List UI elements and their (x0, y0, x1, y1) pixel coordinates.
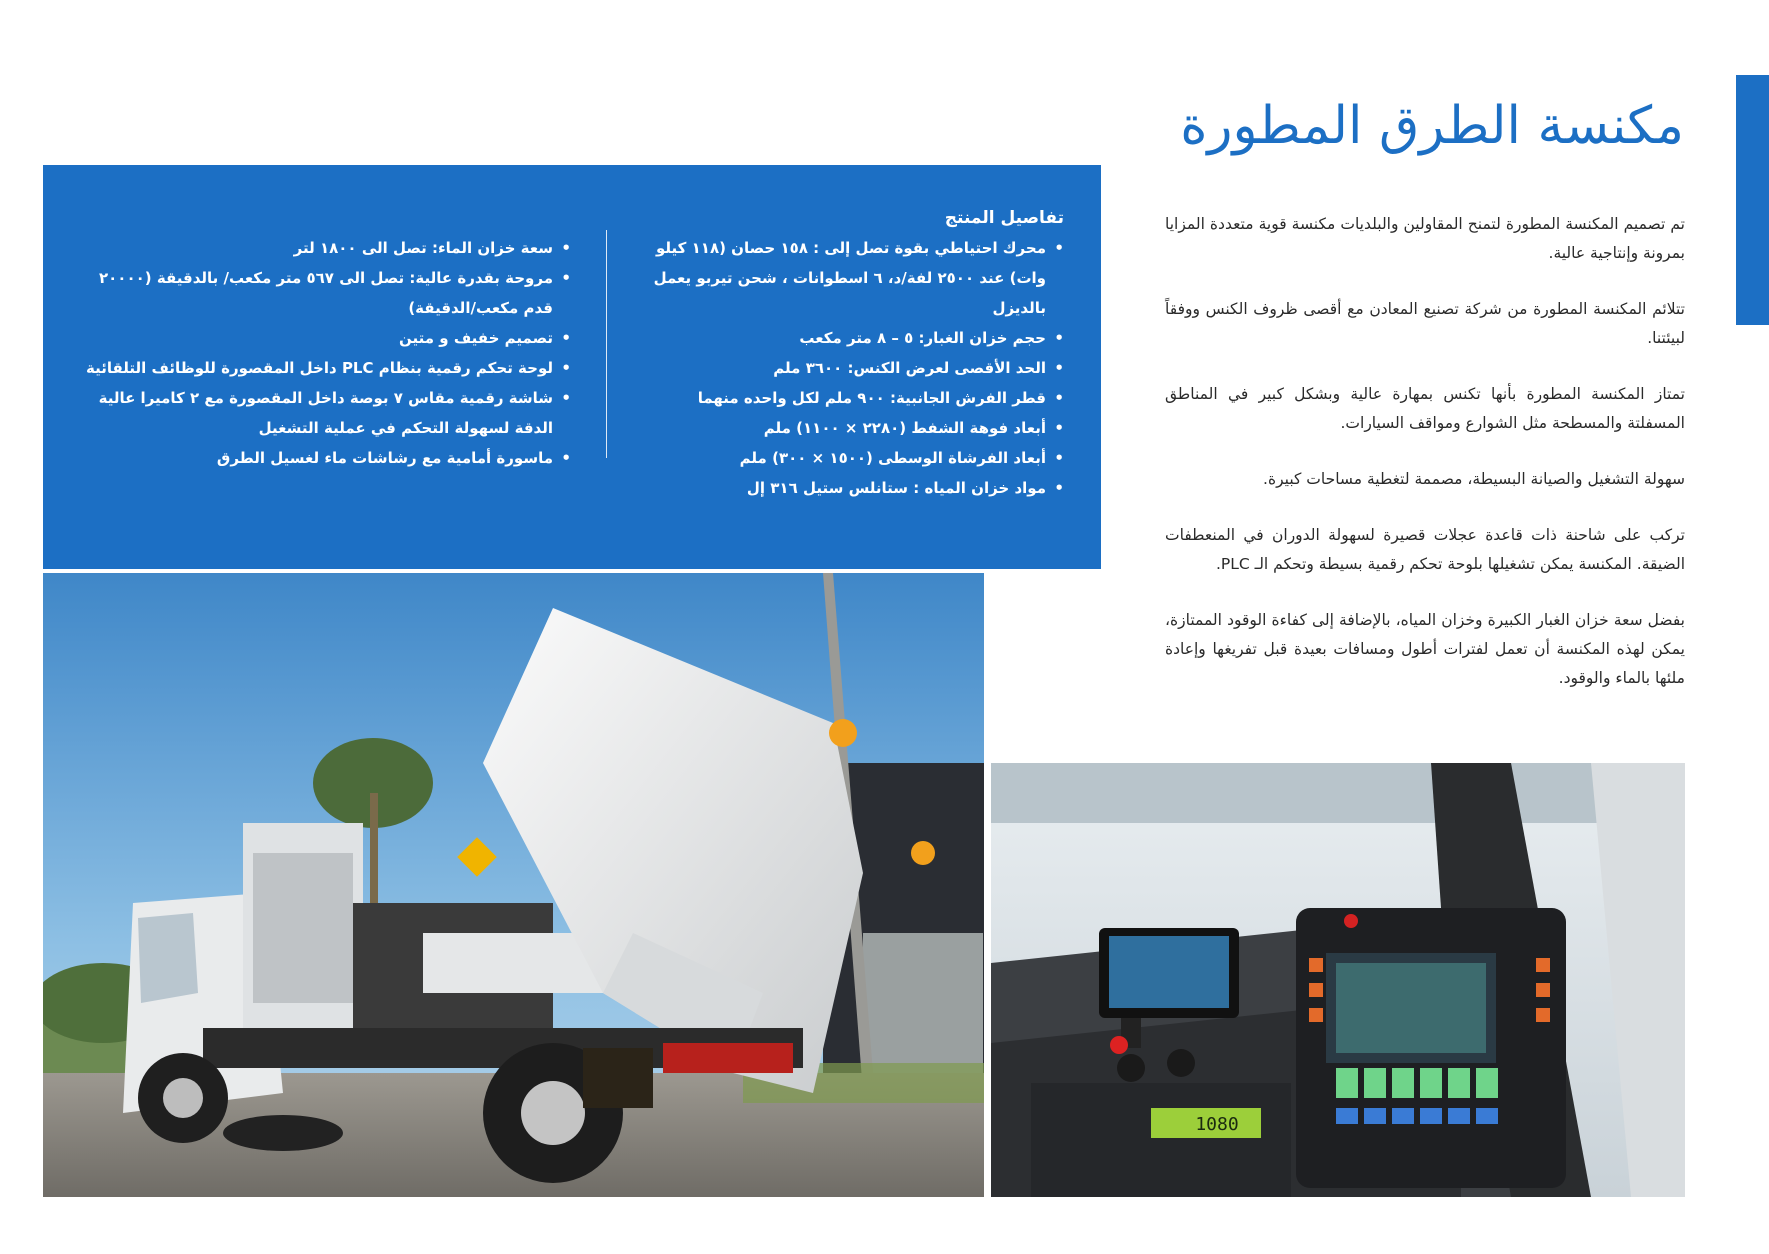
spec-item: • سعة خزان الماء: تصل الى ١٨٠٠ لتر (81, 233, 571, 263)
product-specs-panel (43, 165, 1101, 569)
intro-paragraph: سهولة التشغيل والصيانة البسيطة، مصممة لتغطية مساحات كبيرة. (1263, 470, 1685, 488)
intro-text (1165, 210, 1685, 720)
intro-paragraph: تمتاز المكنسة المطورة بأنها تكنس بمهارة عالية وبشكل كبير في المناطق المسفلتة والمسطحة مثل الشوارع ومواقف السيارات. (1165, 385, 1685, 432)
specs-column-divider (606, 230, 607, 458)
intro-paragraph: بفضل سعة خزان الغبار الكبيرة وخزان المياه، بالإضافة إلى كفاءة الوقود الممتازة، يمكن لهذه المكنسة أن تعمل لفترات أطول ومسافات بعيدة قبل تفريغها وإعادة ملئها بالماء والوقود. (1165, 611, 1685, 687)
control-panel-photo (991, 763, 1685, 1197)
spec-item: • أبعاد الفرشاة الوسطى (١٥٠٠ × ٣٠٠) ملم (624, 443, 1064, 473)
truck-photo (43, 573, 984, 1197)
specs-list-left (81, 233, 571, 473)
spec-item: • قطر الفرش الجانبية: ٩٠٠ ملم لكل واحده منهما (624, 383, 1064, 413)
spec-item: • حجم خزان الغبار: ٥ – ٨ متر مكعب (624, 323, 1064, 353)
spec-item: • أبعاد فوهة الشفط (٢٢٨٠ × ١١٠٠) ملم (624, 413, 1064, 443)
spec-item: • مواد خزان المياه : ستانلس ستيل ٣١٦ إل (624, 473, 1064, 503)
intro-paragraph: تم تصميم المكنسة المطورة لتمنح المقاولين والبلديات مكنسة قوية متعددة المزايا بمرونة وإنتاجية عالية. (1165, 215, 1685, 262)
spec-item: • مروحة بقدرة عالية: تصل الى ٥٦٧ متر مكعب/ بالدقيقة (٢٠٠٠٠ قدم مكعب/الدقيقة) (81, 263, 571, 323)
spec-item: • محرك احتياطي بقوة تصل إلى : ١٥٨ حصان (١١٨ كيلو وات) عند ٢٥٠٠ لفة/د، ٦ اسطوانات ، شحن تيربو يعمل بالديزل (624, 233, 1064, 323)
page-title: مكنسة الطرق المطورة (1180, 96, 1684, 156)
spec-item: • تصميم خفيف و متين (81, 323, 571, 353)
spec-item: • ماسورة أمامية مع رشاشات ماء لغسيل الطرق (81, 443, 571, 473)
intro-paragraph: تركب على شاحنة ذات قاعدة عجلات قصيرة لسهولة الدوران في المنعطفات الضيقة. المكنسة يمكن تشغيلها بلوحة تحكم رقمية بسيطة وتحكم الـ PLC. (1165, 526, 1685, 573)
specs-heading: تفاصيل المنتج (944, 208, 1064, 228)
spec-item: • شاشة رقمية مقاس ٧ بوصة داخل المقصورة مع ٢ كاميرا عالية الدقة لسهولة التحكم في عملية التشغيل (81, 383, 571, 443)
spec-item: • الحد الأقصى لعرض الكنس: ٣٦٠٠ ملم (624, 353, 1064, 383)
specs-list-right (624, 233, 1064, 503)
side-tab-marker (1736, 75, 1769, 325)
dashboard-display-reading: 1080 (1195, 1114, 1239, 1135)
spec-item: • لوحة تحكم رقمية بنظام PLC داخل المقصورة للوظائف التلقائية (81, 353, 571, 383)
intro-paragraph: تتلائم المكنسة المطورة من شركة تصنيع المعادن مع أقصى ظروف الكنس ووفقاً لبيئتنا. (1165, 300, 1685, 347)
